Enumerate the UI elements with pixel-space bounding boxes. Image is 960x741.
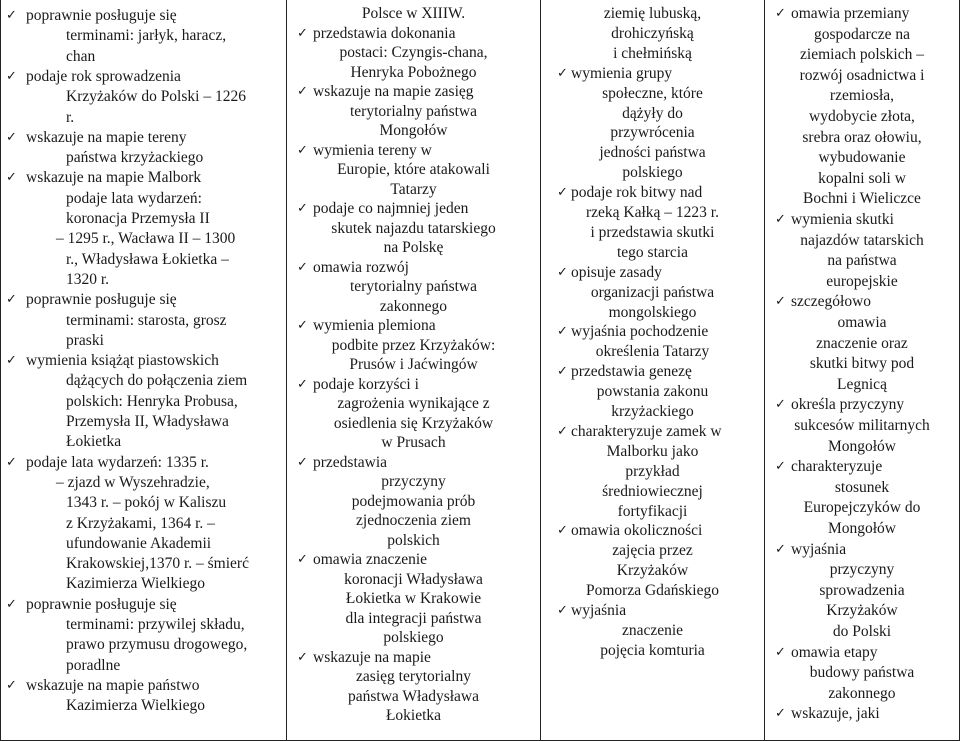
requirement-continuation: powstania zakonu <box>596 383 709 401</box>
requirement-item: wskazuje na mapie <box>313 648 431 666</box>
requirement-continuation: ziemiach polskich – <box>800 46 924 64</box>
requirement-continuation: społeczne, które <box>602 84 703 102</box>
requirement-continuation: i chełmińską <box>613 44 692 62</box>
requirement-continuation: wybudowanie <box>818 149 906 167</box>
requirement-continuation: Kazimierza Wielkiego <box>66 575 205 593</box>
requirement-item: określa przyczyny <box>791 396 905 414</box>
requirement-continuation: państwa Władysława <box>348 687 479 705</box>
requirement-continuation: postaci: Czyngis-chana, <box>339 44 488 61</box>
requirement-continuation: tego starcia <box>616 243 688 261</box>
requirement-continuation: polskiego <box>622 164 683 182</box>
requirement-item: przedstawia dokonania <box>313 24 456 42</box>
requirement-continuation: Łokietka <box>385 707 442 724</box>
requirement-continuation: chan <box>66 47 96 65</box>
requirement-continuation: koronacji Władysława <box>344 570 483 588</box>
requirement-continuation: krzyżackiego <box>611 403 694 420</box>
requirement-continuation: r., Władysława Łokietka – <box>66 250 229 268</box>
requirement-continuation: z Krzyżakami, 1364 r. – <box>66 514 215 532</box>
requirement-continuation: Łokietka w Krakowie <box>345 590 482 607</box>
requirement-continuation: zasięg terytorialny <box>356 668 471 685</box>
requirement-item: wskazuje na mapie zasięg <box>313 83 474 100</box>
requirement-item: poprawnie posługuje się <box>26 7 177 24</box>
requirement-continuation: terytorialny państwa <box>350 278 477 295</box>
requirement-item: podaje rok sprowadzenia <box>26 67 181 85</box>
checkmark-icon: ✓ <box>6 596 17 612</box>
requirement-continuation: podaje lata wydarzeń: <box>66 189 202 207</box>
requirement-item: omawia rozwój <box>313 258 409 276</box>
requirement-continuation: dla integracji państwa <box>345 609 482 627</box>
requirement-continuation: sprowadzenia <box>819 581 905 599</box>
requirement-item: opisuje zasady <box>571 263 662 281</box>
requirement-continuation: i przedstawia skutki <box>590 223 715 241</box>
checkmark-icon: ✓ <box>297 84 308 99</box>
requirement-item: wymienia skutki <box>791 211 894 228</box>
requirement-continuation: średniowiecznej <box>602 482 703 500</box>
checkmark-icon: ✓ <box>297 552 308 567</box>
requirement-continuation: polskich: Henryka Probusa, <box>66 392 238 410</box>
requirement-continuation: osiedlenia się Krzyżaków <box>333 414 494 432</box>
requirement-continuation: kopalni soli w <box>818 169 906 187</box>
requirement-continuation: 1343 r. – pokój w Kaliszu <box>66 494 227 512</box>
requirement-continuation: podejmowania prób <box>351 492 476 510</box>
requirement-continuation: skutki bitwy pod <box>809 355 915 373</box>
requirement-continuation: Pomorza Gdańskiego <box>585 582 719 600</box>
requirement-continuation: Bochni i Wieliczce <box>803 190 921 208</box>
requirement-continuation: sukcesów militarnych <box>794 417 930 434</box>
checkmark-icon: ✓ <box>557 423 568 439</box>
requirement-continuation: stosunek <box>834 478 890 496</box>
requirement-continuation: pojęcia komturia <box>600 641 705 659</box>
table-border-left <box>0 0 1 741</box>
requirement-continuation: gospodarcze na <box>814 25 910 43</box>
requirement-item: wyjaśnia pochodzenie <box>571 323 709 341</box>
requirement-continuation: Tatarzy <box>390 180 437 198</box>
requirement-continuation: znaczenie <box>621 621 684 639</box>
requirement-continuation: dążących do połączenia ziem <box>66 372 248 390</box>
requirement-item: poprawnie posługuje się <box>26 291 177 309</box>
requirement-item: omawia przemiany <box>791 5 910 22</box>
requirement-continuation: w Prusach <box>381 434 446 451</box>
checkmark-icon: ✓ <box>775 294 786 310</box>
checkmark-icon: ✓ <box>557 364 568 380</box>
requirement-continuation: srebra oraz ołowiu, <box>802 128 922 146</box>
requirement-continuation: do Polski <box>832 623 892 640</box>
requirement-item: poprawnie posługuje się <box>26 595 177 613</box>
requirement-continuation: podbite przez Krzyżaków: <box>331 336 496 354</box>
checkmark-icon: ✓ <box>297 25 308 41</box>
checkmark-icon: ✓ <box>557 264 568 280</box>
checkmark-icon: ✓ <box>6 292 17 308</box>
requirement-continuation: r. <box>66 108 75 126</box>
requirement-continuation: Prusów i Jaćwingów <box>349 356 478 373</box>
checkmark-icon: ✓ <box>297 376 308 392</box>
checkmark-icon: ✓ <box>775 541 786 557</box>
requirement-continuation: Henryka Pobożnego <box>350 63 477 81</box>
requirement-continuation: Mongołów <box>379 122 448 139</box>
requirement-continuation: na państwa <box>827 252 897 270</box>
requirement-item: omawia okoliczności <box>571 522 703 540</box>
requirement-continuation: koronacja Przemysła II <box>66 210 210 227</box>
checkmark-icon: ✓ <box>6 353 17 369</box>
requirement-item: podaje lata wydarzeń: 1335 r. <box>26 453 209 471</box>
checkmark-icon: ✓ <box>6 129 17 145</box>
requirement-continuation: przywrócenia <box>610 124 695 142</box>
requirement-continuation: terminami: przywilej składu, <box>66 616 245 633</box>
requirement-continuation: zjednoczenia ziem <box>356 512 471 529</box>
requirement-continuation: dążyły do <box>622 104 683 122</box>
requirement-continuation: Krzyżaków <box>616 562 689 580</box>
requirement-item: wymienia plemiona <box>313 317 436 334</box>
requirement-item: wyjaśnia <box>791 540 847 558</box>
requirement-item: omawia etapy <box>791 643 878 661</box>
requirement-continuation: Europie, które atakowali <box>337 161 490 178</box>
checkmark-icon: ✓ <box>775 644 786 660</box>
requirement-continuation: polskiego <box>383 629 444 646</box>
requirement-item: podaje rok bitwy nad <box>571 184 703 202</box>
checkmark-icon: ✓ <box>297 259 308 275</box>
requirement-item: przedstawia genezę <box>571 363 692 381</box>
requirement-continuation: najazdów tatarskich <box>800 231 924 249</box>
requirement-continuation: zajęcia przez <box>612 542 693 560</box>
requirement-item: wymienia książąt piastowskich <box>26 352 219 370</box>
requirement-continuation: przykład <box>625 462 680 480</box>
requirement-item: charakteryzuje zamek w <box>571 422 722 440</box>
requirement-continuation: Malborku jako <box>606 442 699 460</box>
requirement-continuation: skutek najazdu tatarskiego <box>331 219 496 237</box>
requirement-item: wskazuje na mapie państwo <box>26 676 200 694</box>
requirement-continuation: ziemię lubuską, <box>603 5 702 22</box>
requirement-continuation: zagrożenia wynikające z <box>337 395 490 412</box>
requirement-item: wskazuje na mapie Malbork <box>26 169 202 187</box>
requirement-item: wymienia tereny w <box>313 141 432 159</box>
checkmark-icon: ✓ <box>6 454 17 470</box>
checkmark-icon: ✓ <box>6 68 17 84</box>
checkmark-icon: ✓ <box>775 459 786 475</box>
requirement-continuation: europejskie <box>826 272 898 290</box>
requirement-continuation: rozwój osadnictwa i <box>799 66 925 84</box>
checkmark-icon: ✓ <box>775 706 786 722</box>
requirement-continuation: Kazimierza Wielkiego <box>66 697 205 715</box>
requirement-continuation: – 1295 r., Wacława II – 1300 <box>56 230 236 248</box>
requirement-continuation: zakonnego <box>828 684 896 702</box>
requirement-continuation: Krzyżaków do Polski – 1226 <box>66 88 246 106</box>
requirement-continuation: przyczyny <box>381 473 446 490</box>
checkmark-icon: ✓ <box>297 142 308 158</box>
checkmark-icon: ✓ <box>297 454 308 470</box>
checkmark-icon: ✓ <box>6 170 17 186</box>
requirement-continuation: Mongołów <box>827 520 897 537</box>
requirement-continuation: znaczenie oraz <box>816 334 908 352</box>
requirement-continuation: przyczyny <box>829 561 895 579</box>
checkmark-icon: ✓ <box>775 212 786 227</box>
checkmark-icon: ✓ <box>297 201 308 216</box>
requirement-continuation: rzeką Kałką – 1223 r. <box>586 204 719 221</box>
requirement-item: omawia znaczenie <box>313 551 428 568</box>
requirement-continuation: terminami: starosta, grosz <box>66 311 227 329</box>
checkmark-icon: ✓ <box>557 65 568 81</box>
requirement-continuation: Krakowskiej,1370 r. – śmierć <box>66 555 249 573</box>
checkmark-icon: ✓ <box>297 318 308 333</box>
checkmark-icon: ✓ <box>6 8 17 23</box>
checkmark-icon: ✓ <box>557 324 568 340</box>
requirement-continuation: na Polskę <box>383 239 444 256</box>
requirement-item: wskazuje na mapie tereny <box>26 128 187 146</box>
requirement-continuation: budowy państwa <box>809 664 915 682</box>
requirement-continuation: określenia Tatarzy <box>595 343 710 361</box>
requirement-continuation: Przemysła II, Władysława <box>66 413 229 430</box>
requirement-continuation: omawia <box>837 314 887 331</box>
requirement-item: charakteryzuje <box>791 458 883 476</box>
requirement-continuation: terytorialny państwa <box>350 102 477 120</box>
requirement-item: wymienia grupy <box>571 64 673 82</box>
checkmark-icon: ✓ <box>775 6 786 21</box>
requirement-continuation: Mongołów <box>827 437 897 455</box>
requirement-item: wskazuje, jaki <box>791 705 880 723</box>
requirement-continuation: fortyfikacji <box>617 502 688 520</box>
requirement-item: wyjaśnia <box>571 602 627 619</box>
requirement-continuation: drohiczyńską <box>611 24 694 42</box>
requirement-continuation: rzemiosła, <box>829 87 895 105</box>
checkmark-icon: ✓ <box>557 523 568 539</box>
requirement-continuation: Legnicą <box>837 375 887 393</box>
requirement-item: podaje co najmniej jeden <box>313 200 469 217</box>
requirement-continuation: zakonnego <box>379 297 448 315</box>
requirement-continuation: organizacji państwa <box>590 283 715 301</box>
requirement-continuation: praski <box>66 331 104 349</box>
requirement-continuation: jedności państwa <box>599 144 706 162</box>
requirement-continuation: Krzyżaków <box>826 602 898 620</box>
requirement-continuation: – zjazd w Wyszehradzie, <box>56 473 210 491</box>
requirement-continuation: państwa krzyżackiego <box>66 149 204 167</box>
requirement-continuation: Łokietka <box>66 433 122 451</box>
checkmark-icon: ✓ <box>775 397 786 413</box>
requirement-continuation: prawo przymusu drogowego, <box>66 636 248 654</box>
checkmark-icon: ✓ <box>6 677 17 693</box>
requirement-item: szczegółowo <box>791 293 872 311</box>
requirement-continuation: ufundowanie Akademii <box>66 534 212 552</box>
requirement-continuation: 1320 r. <box>66 270 110 288</box>
requirement-item: przedstawia <box>313 453 388 471</box>
requirement-continuation: wydobycie złota, <box>809 108 915 125</box>
checkmark-icon: ✓ <box>297 649 308 665</box>
requirement-continuation: polskich <box>387 531 440 549</box>
requirement-continuation: poradlne <box>66 656 121 674</box>
requirement-item: podaje korzyści i <box>313 375 419 393</box>
requirement-continuation: mongolskiego <box>608 303 697 321</box>
checkmark-icon: ✓ <box>557 185 568 201</box>
requirement-continuation: Polsce w XIIIW. <box>361 5 466 22</box>
requirement-continuation: Europejczyków do <box>803 499 921 517</box>
requirement-continuation: terminami: jarłyk, haracz, <box>66 27 227 45</box>
checkmark-icon: ✓ <box>557 603 568 618</box>
